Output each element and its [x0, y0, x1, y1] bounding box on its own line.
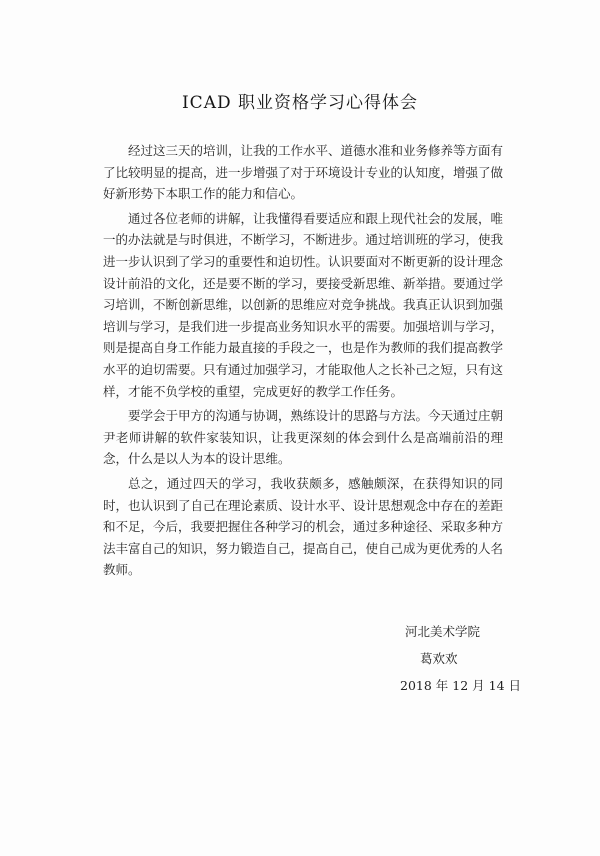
- paragraph-4: 总之，通过四天的学习，我收获颇多，感触颇深，在获得知识的同时，也认识到了自己在理论素质、设计水平、设计思想观念中存在的差距和不足，今后，我要把握住各种学习的机会，通过多种途径、采取多种方法丰富自己的知识，努力锻造自己，提高自己，使自己成为更优秀的人名教师。: [103, 475, 504, 578]
- paragraph-1: 经过这三天的培训，让我的工作水平、道德水准和业务修养等方面有了比较明显的提高，进一步增强了对于环境设计专业的认知度，增强了做好新形势下本职工作的能力和信心。: [103, 143, 504, 202]
- paragraph-2: 通过各位老师的讲解，让我懂得看要适应和跟上现代社会的发展，唯一的办法就是与时俱进，不断学习，不断进步。通过培训班的学习，使我进一步认识到了学习的重要性和迫切性。认识要面对不断更新的设计理念设计前沿的文化，还是要不断的学习，要接受新思维、新举措。要通过学习培训，不断创新思维，以创新的思维应对竞争挑战。我真正认识到加强培训与学习，是我们进一步提高业务知识水平的需要。加强培训与学习，则是提高自身工作能力最直接的手段之一，也是作为教师的我们提高教学水平的迫切需要。只有通过加强学习，才能取他人之长补己之短，只有这样，才能不负学校的重望，完成更好的教学工作任务。: [103, 210, 504, 399]
- paragraph-3: 要学会于甲方的沟通与协调，熟练设计的思路与方法。今天通过庄朝尹老师讲解的软件家装知识，让我更深刻的体会到什么是高端前沿的理念，什么是以人为本的设计思维。: [103, 408, 504, 467]
- signature-school: 河北美术学院: [405, 624, 481, 639]
- signature-block: [360, 618, 560, 699]
- signature-name: 葛欢欢: [420, 651, 458, 666]
- signature-date: 2018 年 12 月 14 日: [400, 678, 521, 693]
- document-body: [103, 140, 503, 584]
- document-title: ICAD 职业资格学习心得体会: [181, 93, 419, 113]
